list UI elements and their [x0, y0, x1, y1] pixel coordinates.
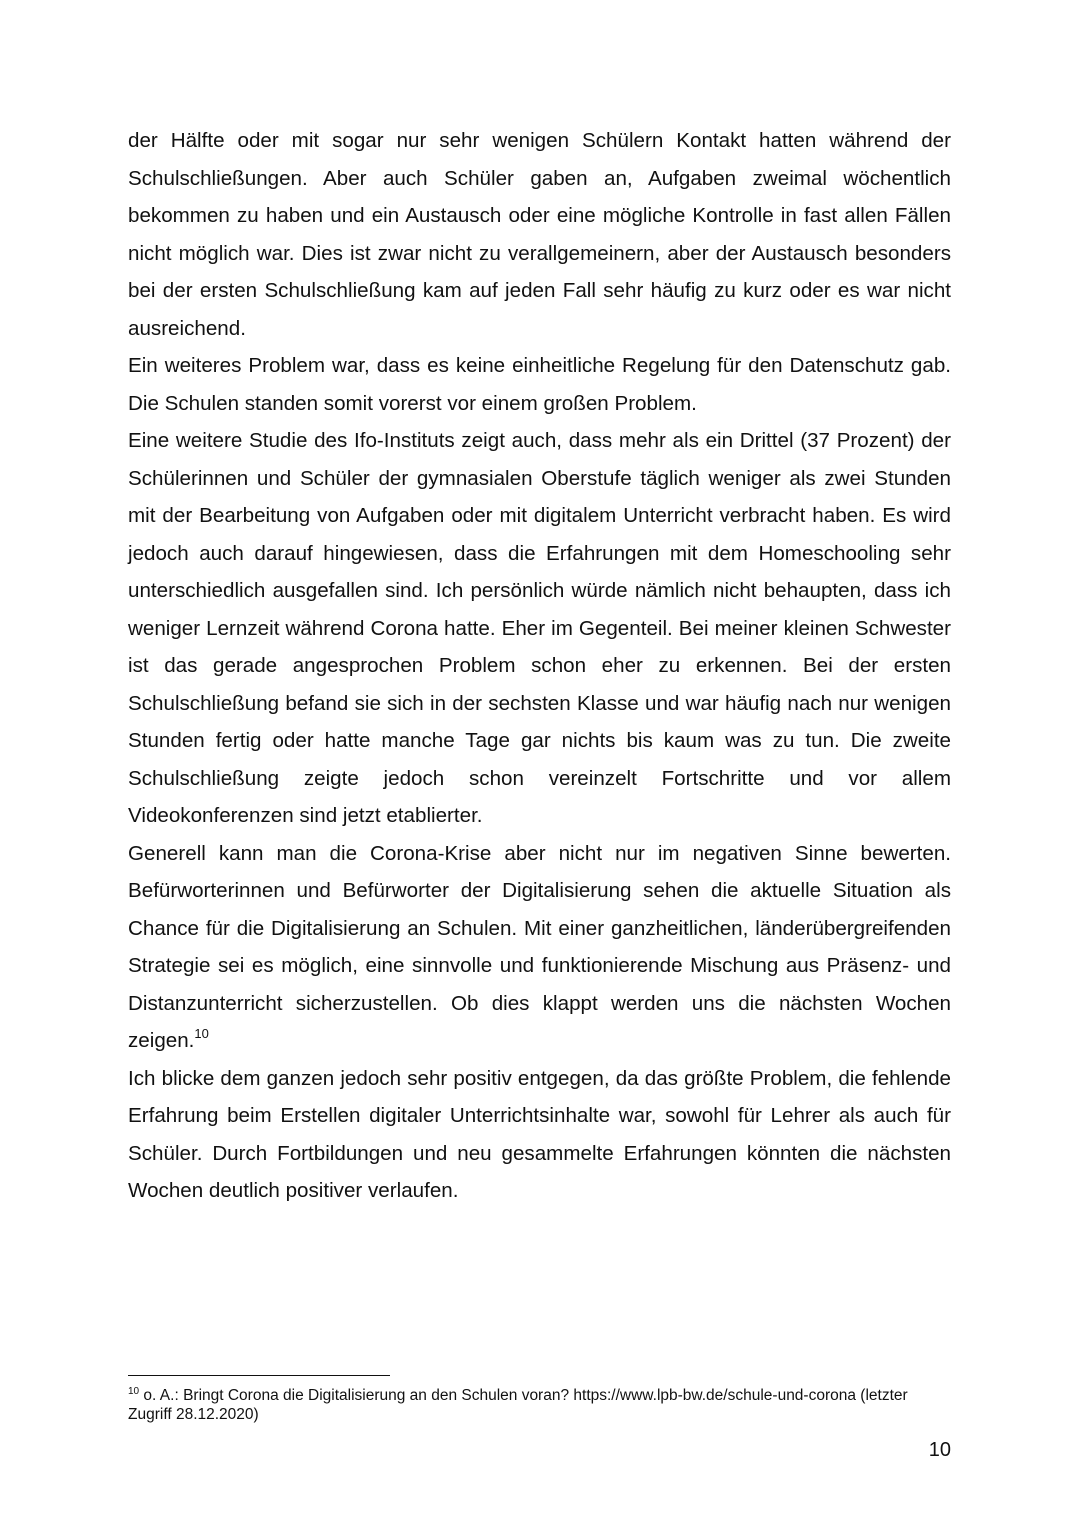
footnote — [128, 1386, 951, 1424]
footnote-number: 10 — [128, 1386, 140, 1397]
paragraph-5: Ich blicke dem ganzen jedoch sehr positiv entgegen, da das größte Problem, die fehlende Erfahrung beim Erstellen digitaler Unterrichtsinhalte war, sowohl für Lehrer als auch für Schüler. Durch Fortbildungen und neu gesammelte Erfahrungen könnten die nächsten Wochen deutlich positiver verlaufen. — [128, 1066, 951, 1202]
body-text — [128, 122, 951, 1210]
paragraph-2: Ein weiteres Problem war, dass es keine einheitliche Regelung für den Datenschutz gab. Die Schulen standen somit vorerst vor einem großen Problem. — [128, 354, 951, 415]
footnote-text: o. A.: Bringt Corona die Digitalisierung an den Schulen voran? https://www.lpb-bw.de/schule-und-corona (letzter Zugriff 28.12.2020) — [128, 1387, 908, 1423]
page-number: 10 — [928, 1439, 951, 1461]
paragraph-4-text: Generell kann man die Corona-Krise aber nicht nur im negativen Sinne bewerten. Befürworterinnen und Befürworter der Digitalisierung sehen die aktuelle Situation als Chance für die Digitalisierung an Schulen. Mit einer ganzheitlichen, länderübergreifenden Strategie sei es möglich, eine sinnvolle und funktionierende Mischung aus Präsenz- und Distanzunterricht sicherzustellen. Ob dies klappt werden uns die nächsten Wochen zeigen. — [128, 841, 951, 1052]
footnote-divider — [128, 1375, 390, 1376]
paragraph-1: der Hälfte oder mit sogar nur sehr wenigen Schülern Kontakt hatten während der Schulschließungen. Aber auch Schüler gaben an, Aufgaben zweimal wöchentlich bekommen zu haben und ein Austausch oder eine mögliche Kontrolle in fast allen Fällen nicht möglich war. Dies ist zwar nicht zu verallgemeinern, aber der Austausch besonders bei der ersten Schulschließung kam auf jeden Fall sehr häufig zu kurz oder es war nicht ausreichend. — [128, 129, 951, 340]
paragraph-4 — [128, 835, 951, 1060]
footnote-reference: 10 — [194, 1026, 209, 1041]
paragraph-3: Eine weitere Studie des Ifo-Instituts zeigt auch, dass mehr als ein Drittel (37 Prozent) der Schülerinnen und Schüler der gymnasialen Oberstufe täglich weniger als zwei Stunden mit der Bearbeitung von Aufgaben oder mit digitalem Unterricht verbracht haben. Es wird jedoch auch darauf hingewiesen, dass die Erfahrungen mit dem Homeschooling sehr unterschiedlich ausgefallen sind. Ich persönlich würde nämlich nicht behaupten, dass ich weniger Lernzeit während Corona hatte. Eher im Gegenteil. Bei meiner kleinen Schwester ist das gerade angesprochen Problem schon eher zu erkennen. Bei der ersten Schulschließung befand sie sich in der sechsten Klasse und war häufig nach nur wenigen Stunden fertig oder hatte manche Tage gar nichts bis kaum was zu tun. Die zweite Schulschließung zeigte jedoch schon vereinzelt Fortschritte und vor allem Videokonferenzen sind jetzt etablierter. — [128, 429, 951, 827]
